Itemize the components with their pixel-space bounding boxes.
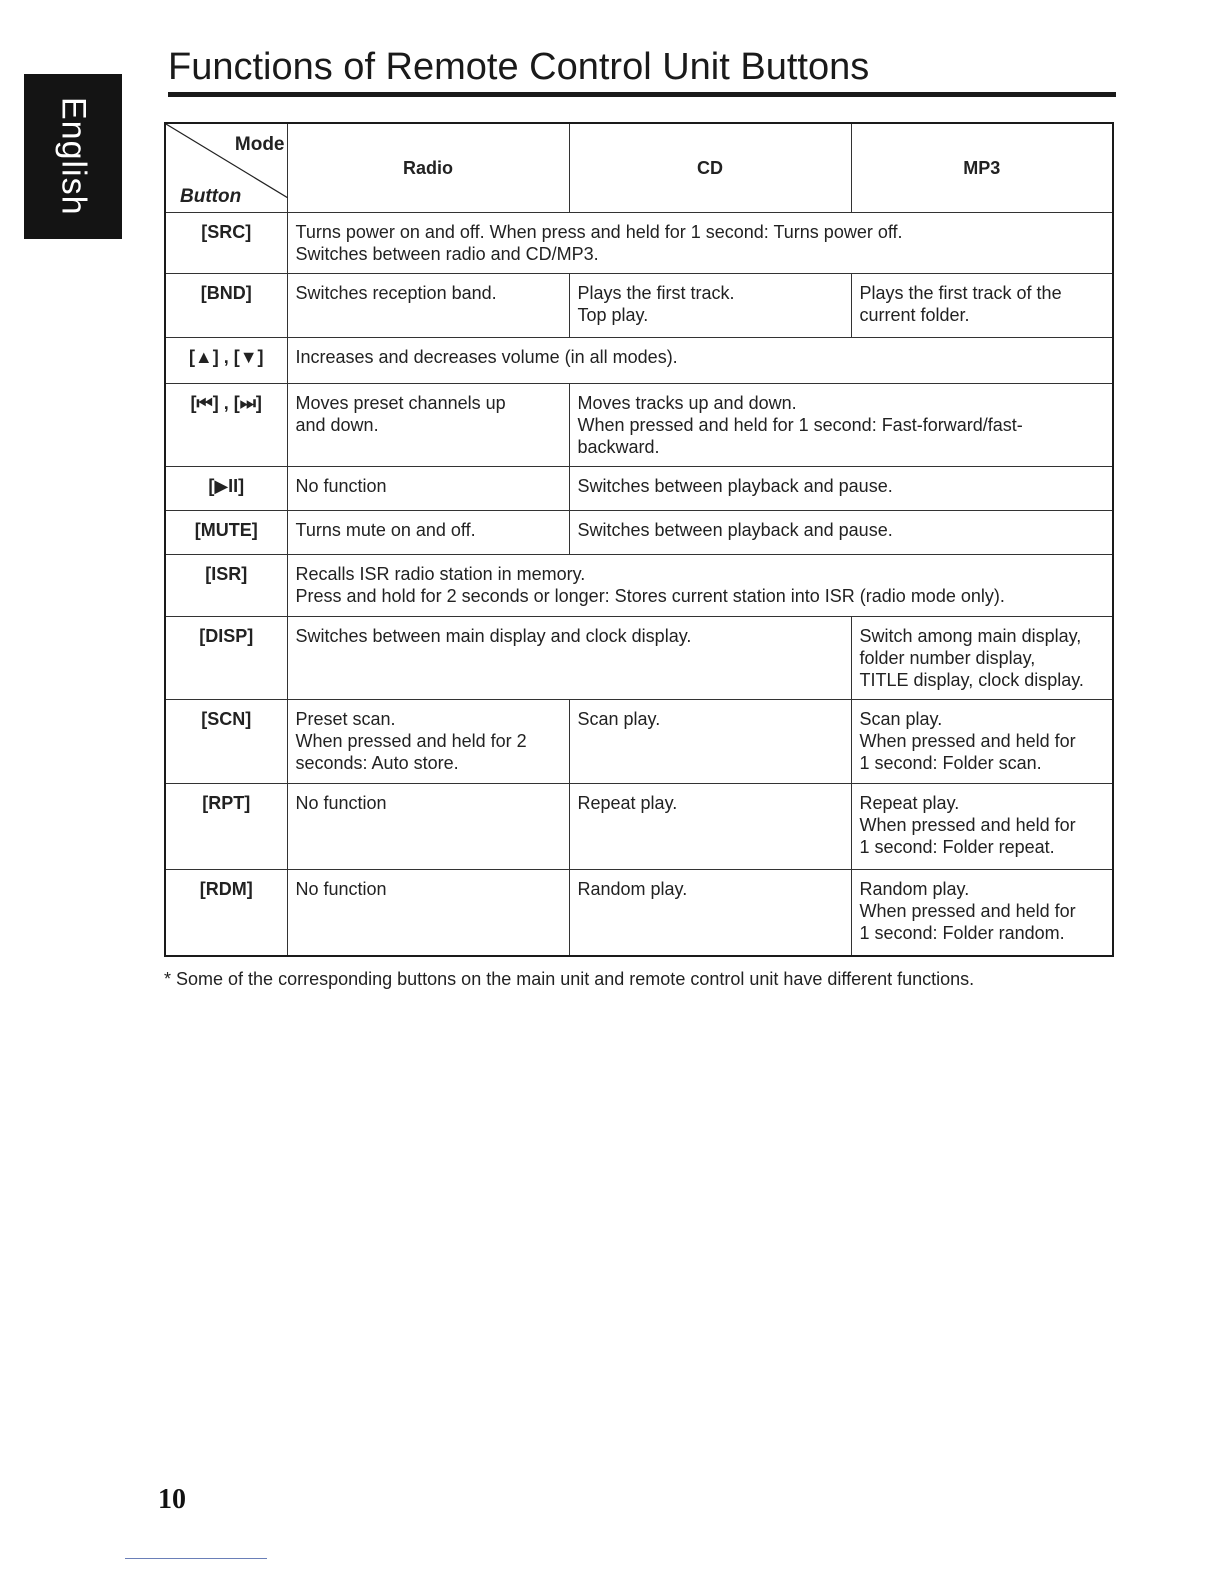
- bnd-radio: Switches reception band.: [287, 274, 569, 338]
- button-isr: [ISR]: [165, 555, 287, 617]
- title-rule: [168, 92, 1116, 97]
- play-radio: No function: [287, 467, 569, 511]
- mute-cd-mp3: Switches between playback and pause.: [569, 511, 1113, 555]
- track-cd-mp3: Moves tracks up and down. When pressed and held for 1 second: Fast-forward/fast- backward.: [569, 384, 1113, 467]
- language-tab: [24, 74, 122, 239]
- button-scn: [SCN]: [165, 700, 287, 784]
- track-radio: Moves preset channels up and down.: [287, 384, 569, 467]
- button-track-skip: [⏮] , [⏭]: [165, 384, 287, 467]
- table-row: [165, 467, 1113, 511]
- table-row: [165, 274, 1113, 338]
- rdm-radio: No function: [287, 870, 569, 956]
- table-row: [165, 384, 1113, 467]
- scn-radio: Preset scan. When pressed and held for 2 seconds: Auto store.: [287, 700, 569, 784]
- rpt-radio: No function: [287, 784, 569, 870]
- table-header-row: [165, 123, 1113, 213]
- table-row: [165, 700, 1113, 784]
- bottom-rule: [125, 1558, 267, 1559]
- table-row: [165, 213, 1113, 274]
- table-row: [165, 338, 1113, 384]
- table-row: [165, 511, 1113, 555]
- functions-table: [164, 122, 1114, 957]
- page-title: Functions of Remote Control Unit Buttons: [168, 46, 870, 88]
- button-rdm: [RDM]: [165, 870, 287, 956]
- corner-header: [165, 123, 287, 213]
- button-volume: [▲] , [▼]: [165, 338, 287, 384]
- rdm-mp3: Random play. When pressed and held for 1 second: Folder random.: [851, 870, 1113, 956]
- src-description: Turns power on and off. When press and held for 1 second: Turns power off. Switches between radio and CD/MP3.: [287, 213, 1113, 274]
- header-cd: CD: [569, 123, 851, 213]
- scn-cd: Scan play.: [569, 700, 851, 784]
- bnd-mp3: Plays the first track of the current folder.: [851, 274, 1113, 338]
- table-row: [165, 617, 1113, 700]
- button-disp: [DISP]: [165, 617, 287, 700]
- disp-mp3: Switch among main display, folder number display, TITLE display, clock display.: [851, 617, 1113, 700]
- header-mp3: MP3: [851, 123, 1113, 213]
- isr-description: Recalls ISR radio station in memory. Press and hold for 2 seconds or longer: Stores current station into ISR (radio mode only).: [287, 555, 1113, 617]
- corner-mode-label: Mode: [234, 134, 285, 155]
- rpt-cd: Repeat play.: [569, 784, 851, 870]
- button-rpt: [RPT]: [165, 784, 287, 870]
- rpt-mp3: Repeat play. When pressed and held for 1 second: Folder repeat.: [851, 784, 1113, 870]
- table-row: [165, 784, 1113, 870]
- scn-mp3: Scan play. When pressed and held for 1 second: Folder scan.: [851, 700, 1113, 784]
- volume-description: Increases and decreases volume (in all modes).: [287, 338, 1113, 384]
- corner-button-label: Button: [180, 186, 242, 207]
- button-src: [SRC]: [165, 213, 287, 274]
- rdm-cd: Random play.: [569, 870, 851, 956]
- header-radio: Radio: [287, 123, 569, 213]
- language-tab-label: English: [54, 97, 93, 216]
- button-play-pause: [▶II]: [165, 467, 287, 511]
- table-row: [165, 870, 1113, 956]
- button-bnd: [BND]: [165, 274, 287, 338]
- play-cd-mp3: Switches between playback and pause.: [569, 467, 1113, 511]
- page-number: 10: [158, 1484, 186, 1515]
- button-mute: [MUTE]: [165, 511, 287, 555]
- footnote: * Some of the corresponding buttons on the main unit and remote control unit have different functions.: [164, 969, 975, 989]
- bnd-cd: Plays the first track. Top play.: [569, 274, 851, 338]
- disp-radio-cd: Switches between main display and clock display.: [287, 617, 851, 700]
- mute-radio: Turns mute on and off.: [287, 511, 569, 555]
- table-row: [165, 555, 1113, 617]
